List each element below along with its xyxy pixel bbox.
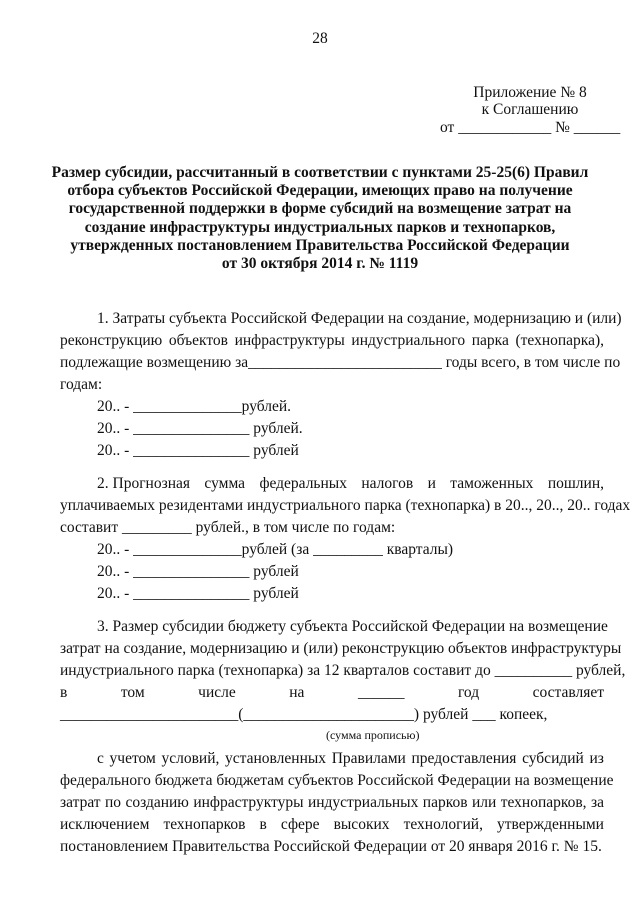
- word: учетом: [109, 750, 156, 767]
- s1-line-2: [60, 332, 604, 350]
- s3-line-5: _______________________(______________________) рублей ___ копеек,: [60, 706, 548, 723]
- s3-para-line-1: [97, 750, 604, 768]
- word: реконструкцию: [60, 332, 163, 349]
- word: федеральных: [259, 475, 347, 492]
- s2-line-1: [97, 475, 604, 493]
- word: созданию: [125, 794, 189, 811]
- s1-line-4: годам:: [60, 376, 103, 393]
- word: парков: [422, 794, 468, 811]
- page-number: 28: [312, 30, 328, 47]
- word: технопарков,: [500, 794, 587, 811]
- word: сфере: [280, 816, 320, 833]
- word: сумма: [204, 475, 246, 492]
- word: Правилами: [331, 750, 406, 767]
- word: с: [97, 750, 104, 767]
- word: парка: [471, 332, 509, 349]
- word: и: [427, 475, 436, 492]
- word: предоставления: [411, 750, 517, 767]
- word: 2. Прогнозная: [97, 475, 191, 492]
- word: том: [120, 684, 145, 701]
- s3-para-line-5: постановлением Правительства Российской Федерации от 20 января 2016 г. № 15.: [60, 838, 602, 855]
- s1-line-3: подлежащие возмещению за_________________________ годы всего, в том числе по: [60, 354, 621, 371]
- s1-line-1: 1. Затраты субъекта Российской Федерации на создание, модернизацию и (или): [97, 310, 622, 327]
- word: в: [60, 684, 68, 701]
- s3-line-4: [60, 684, 604, 702]
- word: из: [589, 750, 604, 767]
- word: индустриального: [351, 332, 466, 349]
- heading-line-2: отбора субъектов Российской Федерации, имеющих право на получение: [67, 182, 573, 199]
- s2-line-2: уплачиваемых резидентами индустриального парка (технопарка) в 20.., 20.., 20.. годах: [60, 497, 631, 514]
- appendix-number: Приложение № 8: [473, 84, 587, 101]
- s1-row-2: 20.. - _______________ рублей.: [97, 420, 303, 437]
- s3-para-line-3: [60, 794, 604, 812]
- s2-row-1: 20.. - ______________рублей (за _________ кварталы): [97, 541, 454, 558]
- word: за: [590, 794, 604, 811]
- amount-in-words-caption: (сумма прописью): [326, 728, 420, 742]
- s3-line-2: затрат на создание, модернизацию и (или) реконструкцию объектов инфраструктуры: [60, 640, 622, 657]
- s3-line-3: индустриального парка (технопарка) за 12 кварталов составит до __________ рублей,: [60, 662, 626, 679]
- word: составляет: [532, 684, 604, 701]
- word: затрат: [60, 794, 101, 811]
- heading-line-1: Размер субсидии, рассчитанный в соответствии с пунктами 25-25(6) Правил: [51, 164, 589, 181]
- s3-para-line-2: федерального бюджета бюджетам субъектов Российской Федерации на возмещение: [60, 772, 614, 789]
- word: условий,: [161, 750, 220, 767]
- s1-row-3: 20.. - _______________ рублей: [97, 442, 299, 459]
- s1-row-1: 20.. - ______________рублей.: [97, 398, 292, 415]
- word: числе: [198, 684, 236, 701]
- word: технопарков: [163, 816, 246, 833]
- word: на: [289, 684, 305, 701]
- word: инфраструктуры: [193, 794, 304, 811]
- word: налогов: [361, 475, 414, 492]
- appendix-date-number: от ____________ № ______: [440, 119, 621, 136]
- word: технологий,: [403, 816, 483, 833]
- word: инфраструктуры: [234, 332, 345, 349]
- word: по: [105, 794, 122, 811]
- s2-row-2: 20.. - _______________ рублей: [97, 563, 299, 580]
- heading-line-5: утвержденных постановлением Правительства Российской Федерации: [70, 237, 570, 254]
- s3-para-line-4: [60, 816, 604, 834]
- word: или: [471, 794, 497, 811]
- word: исключением: [60, 816, 150, 833]
- s2-line-3: составит _________ рублей., в том числе по годам:: [60, 519, 396, 536]
- word: год: [457, 684, 480, 701]
- word: в: [259, 816, 267, 833]
- s3-line-1: 3. Размер субсидии бюджету субъекта Российской Федерации на возмещение: [97, 618, 608, 635]
- appendix-agreement: к Соглашению: [481, 101, 579, 118]
- word: субсидий: [522, 750, 584, 767]
- word: установленных: [225, 750, 327, 767]
- word: индустриальных: [307, 794, 419, 811]
- word: пошлин,: [547, 475, 604, 492]
- word: (технопарка),: [515, 332, 604, 349]
- word: таможенных: [450, 475, 534, 492]
- word: объектов: [168, 332, 228, 349]
- heading-line-3: государственной поддержки в форме субсидий на возмещение затрат на: [68, 200, 572, 217]
- s2-row-3: 20.. - _______________ рублей: [97, 585, 299, 602]
- heading-line-6: от 30 октября 2014 г. № 1119: [221, 255, 419, 272]
- word: ______: [357, 684, 405, 701]
- word: утвержденными: [497, 816, 604, 833]
- heading-line-4: создание инфраструктуры индустриальных парков и технопарков,: [84, 219, 556, 236]
- word: высоких: [333, 816, 390, 833]
